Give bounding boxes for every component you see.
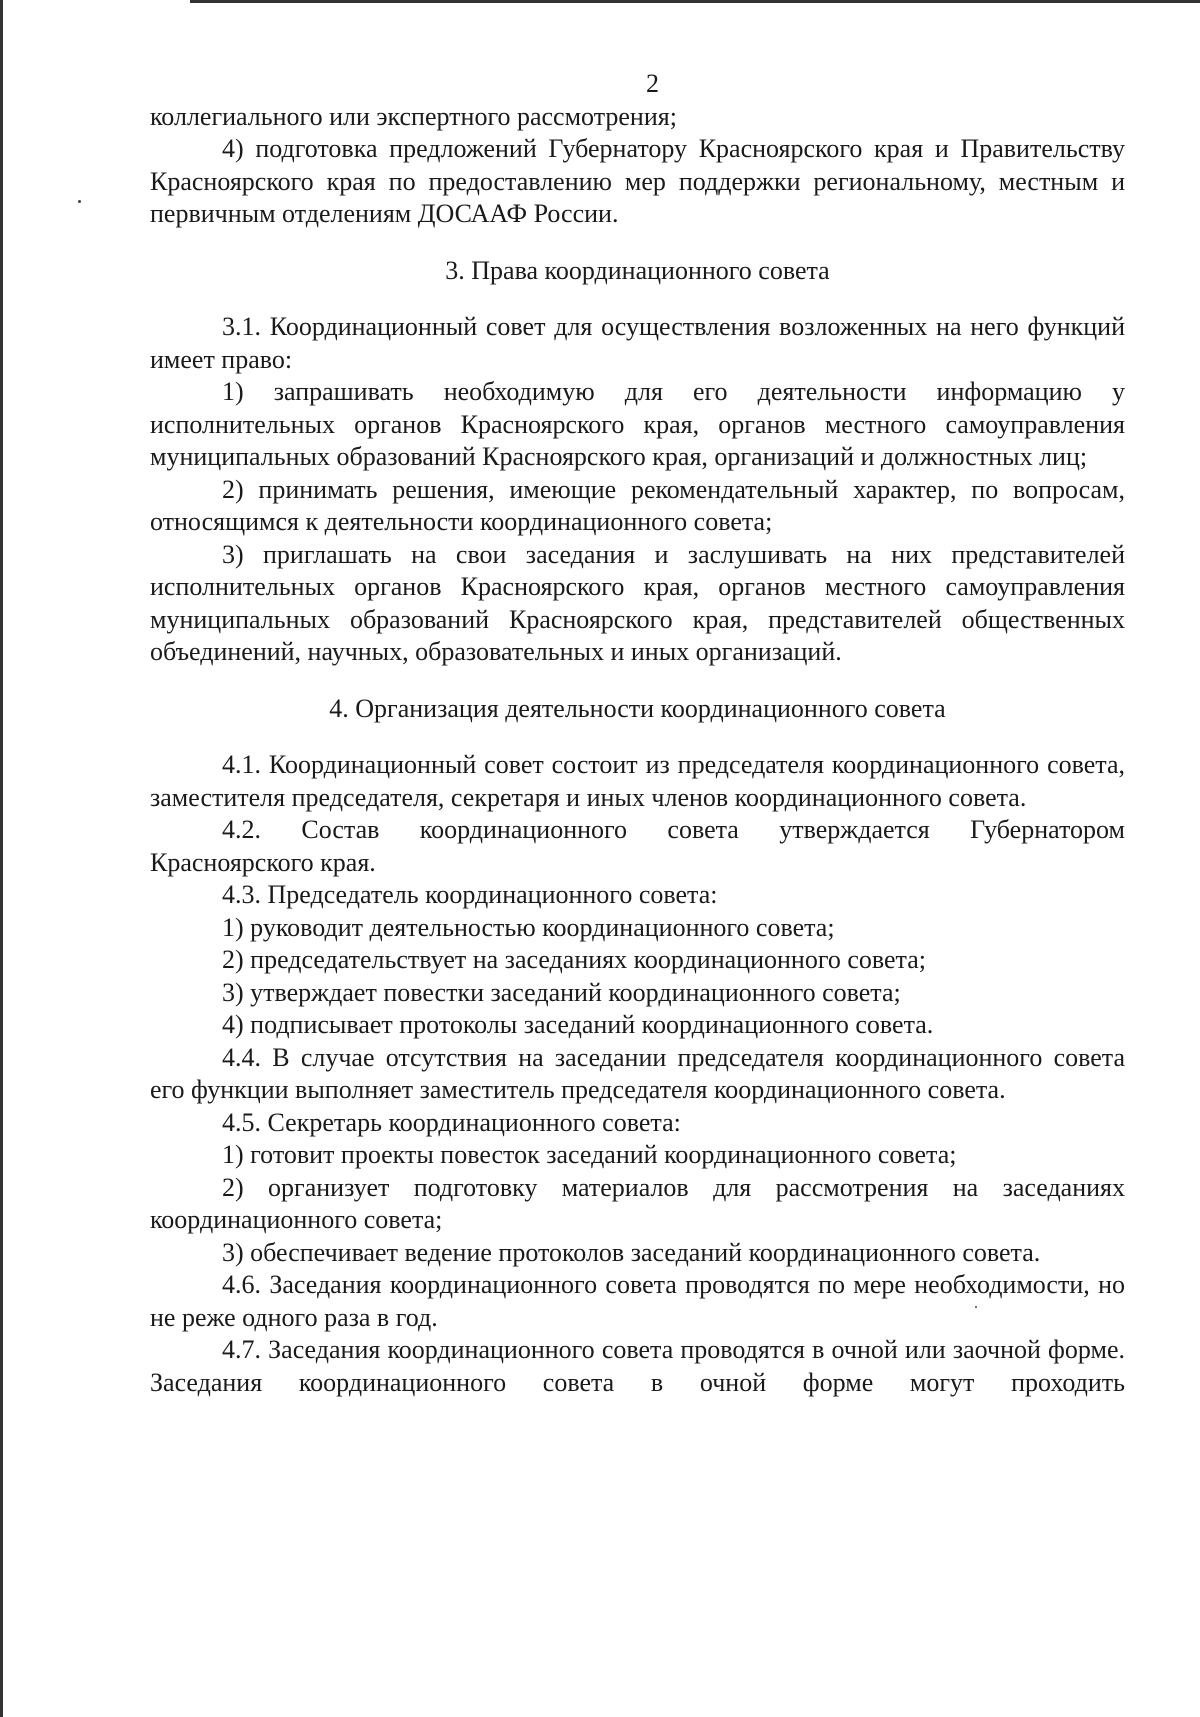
paragraph-4-3-item-1: 1) руководит деятельностью координационного совета;: [222, 912, 835, 942]
paragraph-4-3: 4.3. Председатель координационного совета:: [222, 880, 718, 909]
paragraph-3-1-item-2: 2) принимать решения, имеющие рекомендательный характер, по вопросам, относящимся к деятельности координационного совета;: [150, 474, 1125, 536]
scan-border-left: [0, 0, 3, 1717]
scan-speck: [78, 200, 81, 203]
paragraph-continuation: коллегиального или экспертного рассмотрения;: [150, 101, 677, 131]
paragraph-4-5-item-1: 1) готовит проекты повесток заседаний координационного совета;: [222, 1140, 957, 1169]
paragraph-4-6: 4.6. Заседания координационного совета проводятся по мере необходимости, но не реже одного раза в год.: [150, 1270, 1125, 1332]
paragraph-3-1-item-1: 1) запрашивать необходимую для его деятельности информацию у исполнительных органов Красноярского края, органов местного самоуправления муниципальных образований Красноярского края, организаций и должностных лиц;: [150, 377, 1125, 471]
paragraph-4-1: 4.1. Координационный совет состоит из председателя координационного совета, заместителя председателя, секретаря и иных членов координационного совета.: [150, 750, 1125, 812]
document-page: [150, 68, 1125, 1399]
section-3-heading: 3. Права координационного совета: [445, 255, 830, 285]
paragraph-4-2: 4.2. Состав координационного совета утверждается Губернатором Красноярского края.: [150, 815, 1125, 877]
paragraph-4-5-item-3: 3) обеспечивает ведение протоколов заседаний координационного совета.: [222, 1237, 1041, 1267]
paragraph-4-3-item-4: 4) подписывает протоколы заседаний координационного совета.: [222, 1010, 934, 1039]
paragraph-4-3-item-2: 2) председательствует на заседаниях координационного совета;: [222, 945, 926, 974]
paragraph-item-4: 4) подготовка предложений Губернатору Красноярского края и Правительству Красноярского края по предоставлению мер поддержки региональному, местным и первичным отделениям ДОСААФ России.: [150, 134, 1125, 228]
paragraph-4-4: 4.4. В случае отсутствия на заседании председателя координационного совета его функции выполняет заместитель председателя координационного совета.: [150, 1042, 1125, 1104]
paragraph-4-3-item-3: 3) утверждает повестки заседаний координационного совета;: [222, 977, 901, 1007]
page-number: 2: [646, 69, 659, 98]
paragraph-3-1: 3.1. Координационный совет для осуществления возложенных на него функций имеет право:: [150, 312, 1125, 374]
section-4-heading: 4. Организация деятельности координационного совета: [329, 693, 946, 723]
paragraph-4-5-item-2: 2) организует подготовку материалов для рассмотрения на заседаниях координационного совета;: [150, 1172, 1125, 1234]
paragraph-4-5: 4.5. Секретарь координационного совета:: [222, 1107, 681, 1137]
paragraph-4-7: 4.7. Заседания координационного совета проводятся в очной или заочной форме. Заседания координационного совета в очной форме могут проходить: [150, 1335, 1125, 1397]
scan-border-top: [190, 0, 1200, 3]
paragraph-3-1-item-3: 3) приглашать на свои заседания и заслушивать на них представителей исполнительных органов Красноярского края, органов местного самоуправления муниципальных образований Красноярского края, представителей общественных объединений, научных, образовательных и иных организаций.: [150, 539, 1125, 666]
